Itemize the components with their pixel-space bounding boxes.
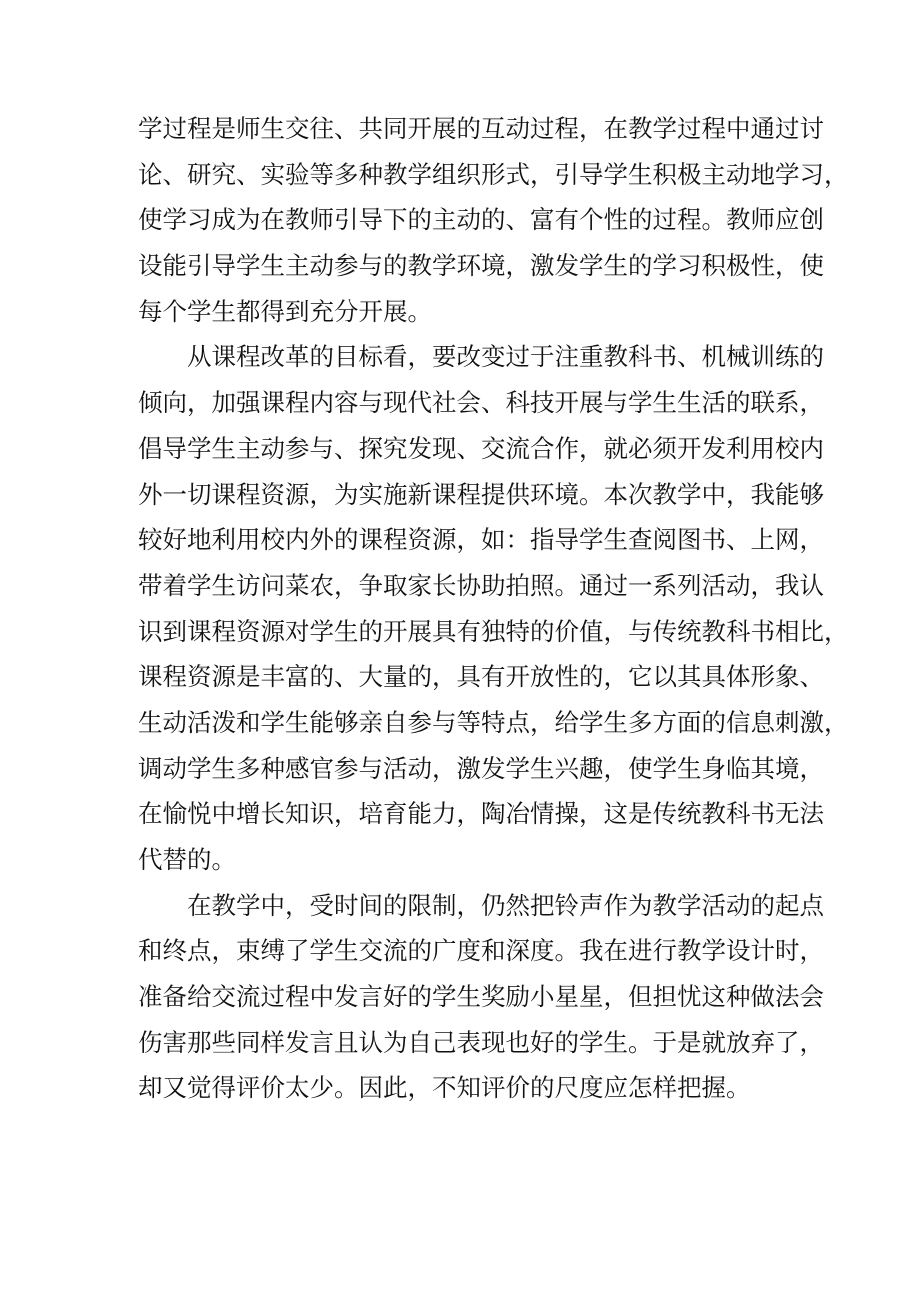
text-line: 伤害那些同样发言且认为自己表现也好的学生。于是就放弃了，	[138, 1027, 824, 1057]
text-line: 论、研究、实验等多种教学组织形式，引导学生积极主动地学习，	[138, 159, 849, 189]
text-line: 学过程是师生交往、共同开展的互动过程，在教学过程中通过讨	[138, 114, 824, 143]
paragraph-2	[138, 334, 849, 882]
text-line: 每个学生都得到充分开展。	[138, 296, 432, 326]
text-line: 代替的。	[138, 845, 236, 874]
text-line: 课程资源是丰富的、大量的，具有开放性的，它以其具体形象、	[138, 662, 824, 692]
text-line: 在教学中，受时间的限制，仍然把铃声作为教学活动的起点	[187, 890, 824, 920]
text-line: 带着学生访问菜农，争取家长协助拍照。通过一系列活动，我认	[138, 570, 824, 600]
text-line: 却又觉得评价太少。因此，不知评价的尺度应怎样把握。	[138, 1073, 751, 1103]
paragraph-1	[138, 106, 849, 334]
text-line: 从课程改革的目标看，要改变过于注重教科书、机械训练的	[187, 342, 824, 372]
text-line: 倡导学生主动参与、探究发现、交流合作，就必须开发利用校内	[138, 433, 824, 463]
text-line: 在愉悦中增长知识，培育能力，陶冶情操，这是传统教科书无法	[138, 799, 824, 829]
text-line: 较好地利用校内外的课程资源，如：指导学生查阅图书、上网，	[138, 525, 824, 555]
text-line: 识到课程资源对学生的开展具有独特的价值，与传统教科书相比，	[138, 616, 849, 646]
text-line: 准备给交流过程中发言好的学生奖励小星星，但担忧这种做法会	[138, 982, 824, 1012]
text-line: 外一切课程资源，为实施新课程提供环境。本次教学中，我能够	[138, 479, 824, 509]
text-line: 生动活泼和学生能够亲自参与等特点，给学生多方面的信息刺激，	[138, 707, 849, 737]
text-line: 调动学生多种感官参与活动，激发学生兴趣，使学生身临其境，	[138, 753, 824, 783]
paragraph-3	[138, 883, 824, 1111]
text-line: 设能引导学生主动参与的教学环境，激发学生的学习积极性，使	[138, 251, 824, 281]
text-line: 和终点，束缚了学生交流的广度和深度。我在进行教学设计时，	[138, 936, 824, 966]
text-line: 倾向，加强课程内容与现代社会、科技开展与学生生活的联系，	[138, 388, 824, 418]
document-body	[138, 106, 849, 1111]
text-line: 使学习成为在教师引导下的主动的、富有个性的过程。教师应创	[138, 205, 824, 235]
